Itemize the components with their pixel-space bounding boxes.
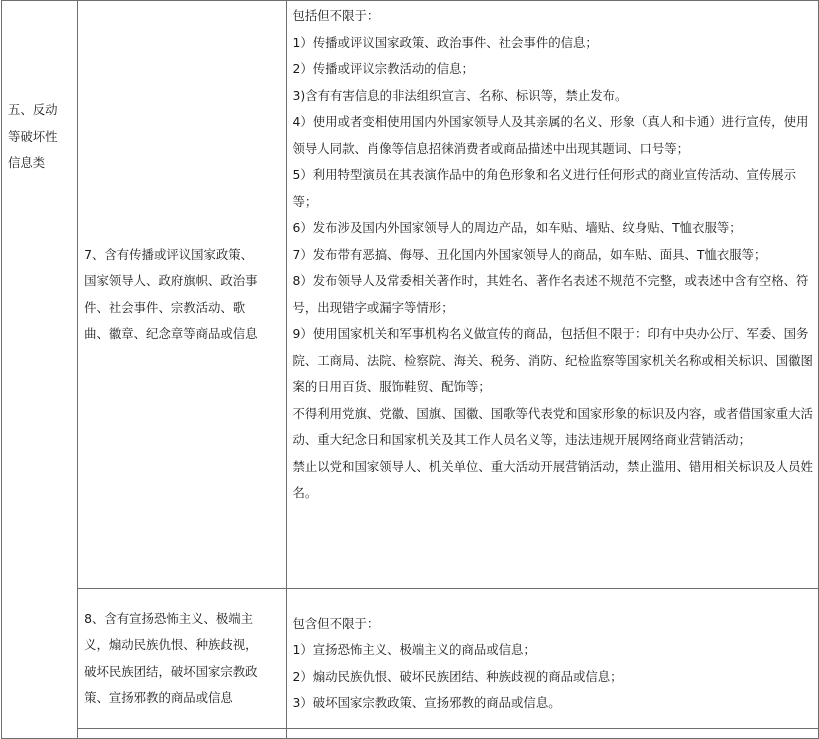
table-row <box>2 1 819 589</box>
table-row <box>2 729 819 739</box>
table-row <box>2 589 819 729</box>
category-line: 等破坏性 <box>8 128 58 144</box>
detail-line: 4）使用或者变相使用国内外国家领导人及其亲属的名义、形象（真人和卡通）进行宣传，使用领导人同款、肖像等信息招徕消费者或商品描述中出现其题词、口号等； <box>292 114 809 156</box>
detail-line: 8）发布领导人及常委相关著作时，其姓名、著作名表述不规范不完整，或表述中含有空格、符号，出现错字或漏字等情形； <box>292 273 809 315</box>
detail-cell <box>286 729 818 739</box>
detail-cell <box>286 589 818 729</box>
detail-line: 3）破坏国家宗教政策、宣扬邪教的商品或信息。 <box>292 695 561 710</box>
item-cell <box>78 729 286 739</box>
detail-line: 包含但不限于： <box>292 615 380 631</box>
detail-cell <box>286 1 818 589</box>
item-text: 8、含有宣扬恐怖主义、极端主义，煽动民族仇恨、种族歧视，破坏民族团结，破坏国家宗教政策、宣扬邪教的商品或信息 <box>84 610 258 705</box>
category-line: 五、反动 <box>8 102 58 117</box>
detail-line: 5）利用特型演员在其表演作品中的角色形象和名义进行任何形式的商业宣传活动、宣传展示等； <box>292 167 797 209</box>
item-cell <box>78 589 286 729</box>
category-cell <box>2 1 78 739</box>
detail-line: 2）煽动民族仇恨、破坏民族团结、种族歧视的商品或信息； <box>292 668 623 684</box>
detail-line: 1）宣扬恐怖主义、极端主义的商品或信息； <box>292 642 536 657</box>
detail-line: 禁止以党和国家领导人、机关单位、重大活动开展营销活动，禁止滥用、错用相关标识及人员姓名。 <box>292 458 813 500</box>
category-line: 信息类 <box>8 155 46 170</box>
item-text: 7、含有传播或评议国家政策、国家领导人、政府旗帜、政治事件、社会事件、宗教活动、歌曲、徽章、纪念章等商品或信息 <box>84 246 258 341</box>
detail-line: 不得利用党旗、党徽、国旗、国徽、国歌等代表党和国家形象的标识及内容，或者借国家重大活动、重大纪念日和国家机关及其工作人员名义等，违法违规开展网络商业营销活动； <box>292 405 813 447</box>
detail-line: 1）传播或评议国家政策、政治事件、社会事件的信息； <box>292 34 598 50</box>
detail-line: 包括但不限于： <box>292 8 380 23</box>
item-cell <box>78 1 286 589</box>
rules-table <box>1 0 819 739</box>
detail-line: 9）使用国家机关和军事机构名义做宣传的商品，包括但不限于：印有中央办公厅、军委、国务院、工商局、法院、检察院、海关、税务、消防、纪检监察等国家机关名称或相关标识、国徽图案的日用百货、服饰鞋贸、配饰等； <box>292 326 813 394</box>
detail-line: 7）发布带有恶搞、侮辱、丑化国内外国家领导人的商品，如车贴、面具、T恤衣服等； <box>292 246 767 262</box>
detail-line: 2）传播或评议宗教活动的信息； <box>292 61 474 76</box>
detail-line: 6）发布涉及国内外国家领导人的周边产品，如车贴、墙贴、纹身贴、T恤衣服等； <box>292 220 742 235</box>
detail-line: 3)含有有害信息的非法组织宣言、名称、标识等，禁止发布。 <box>292 87 628 103</box>
